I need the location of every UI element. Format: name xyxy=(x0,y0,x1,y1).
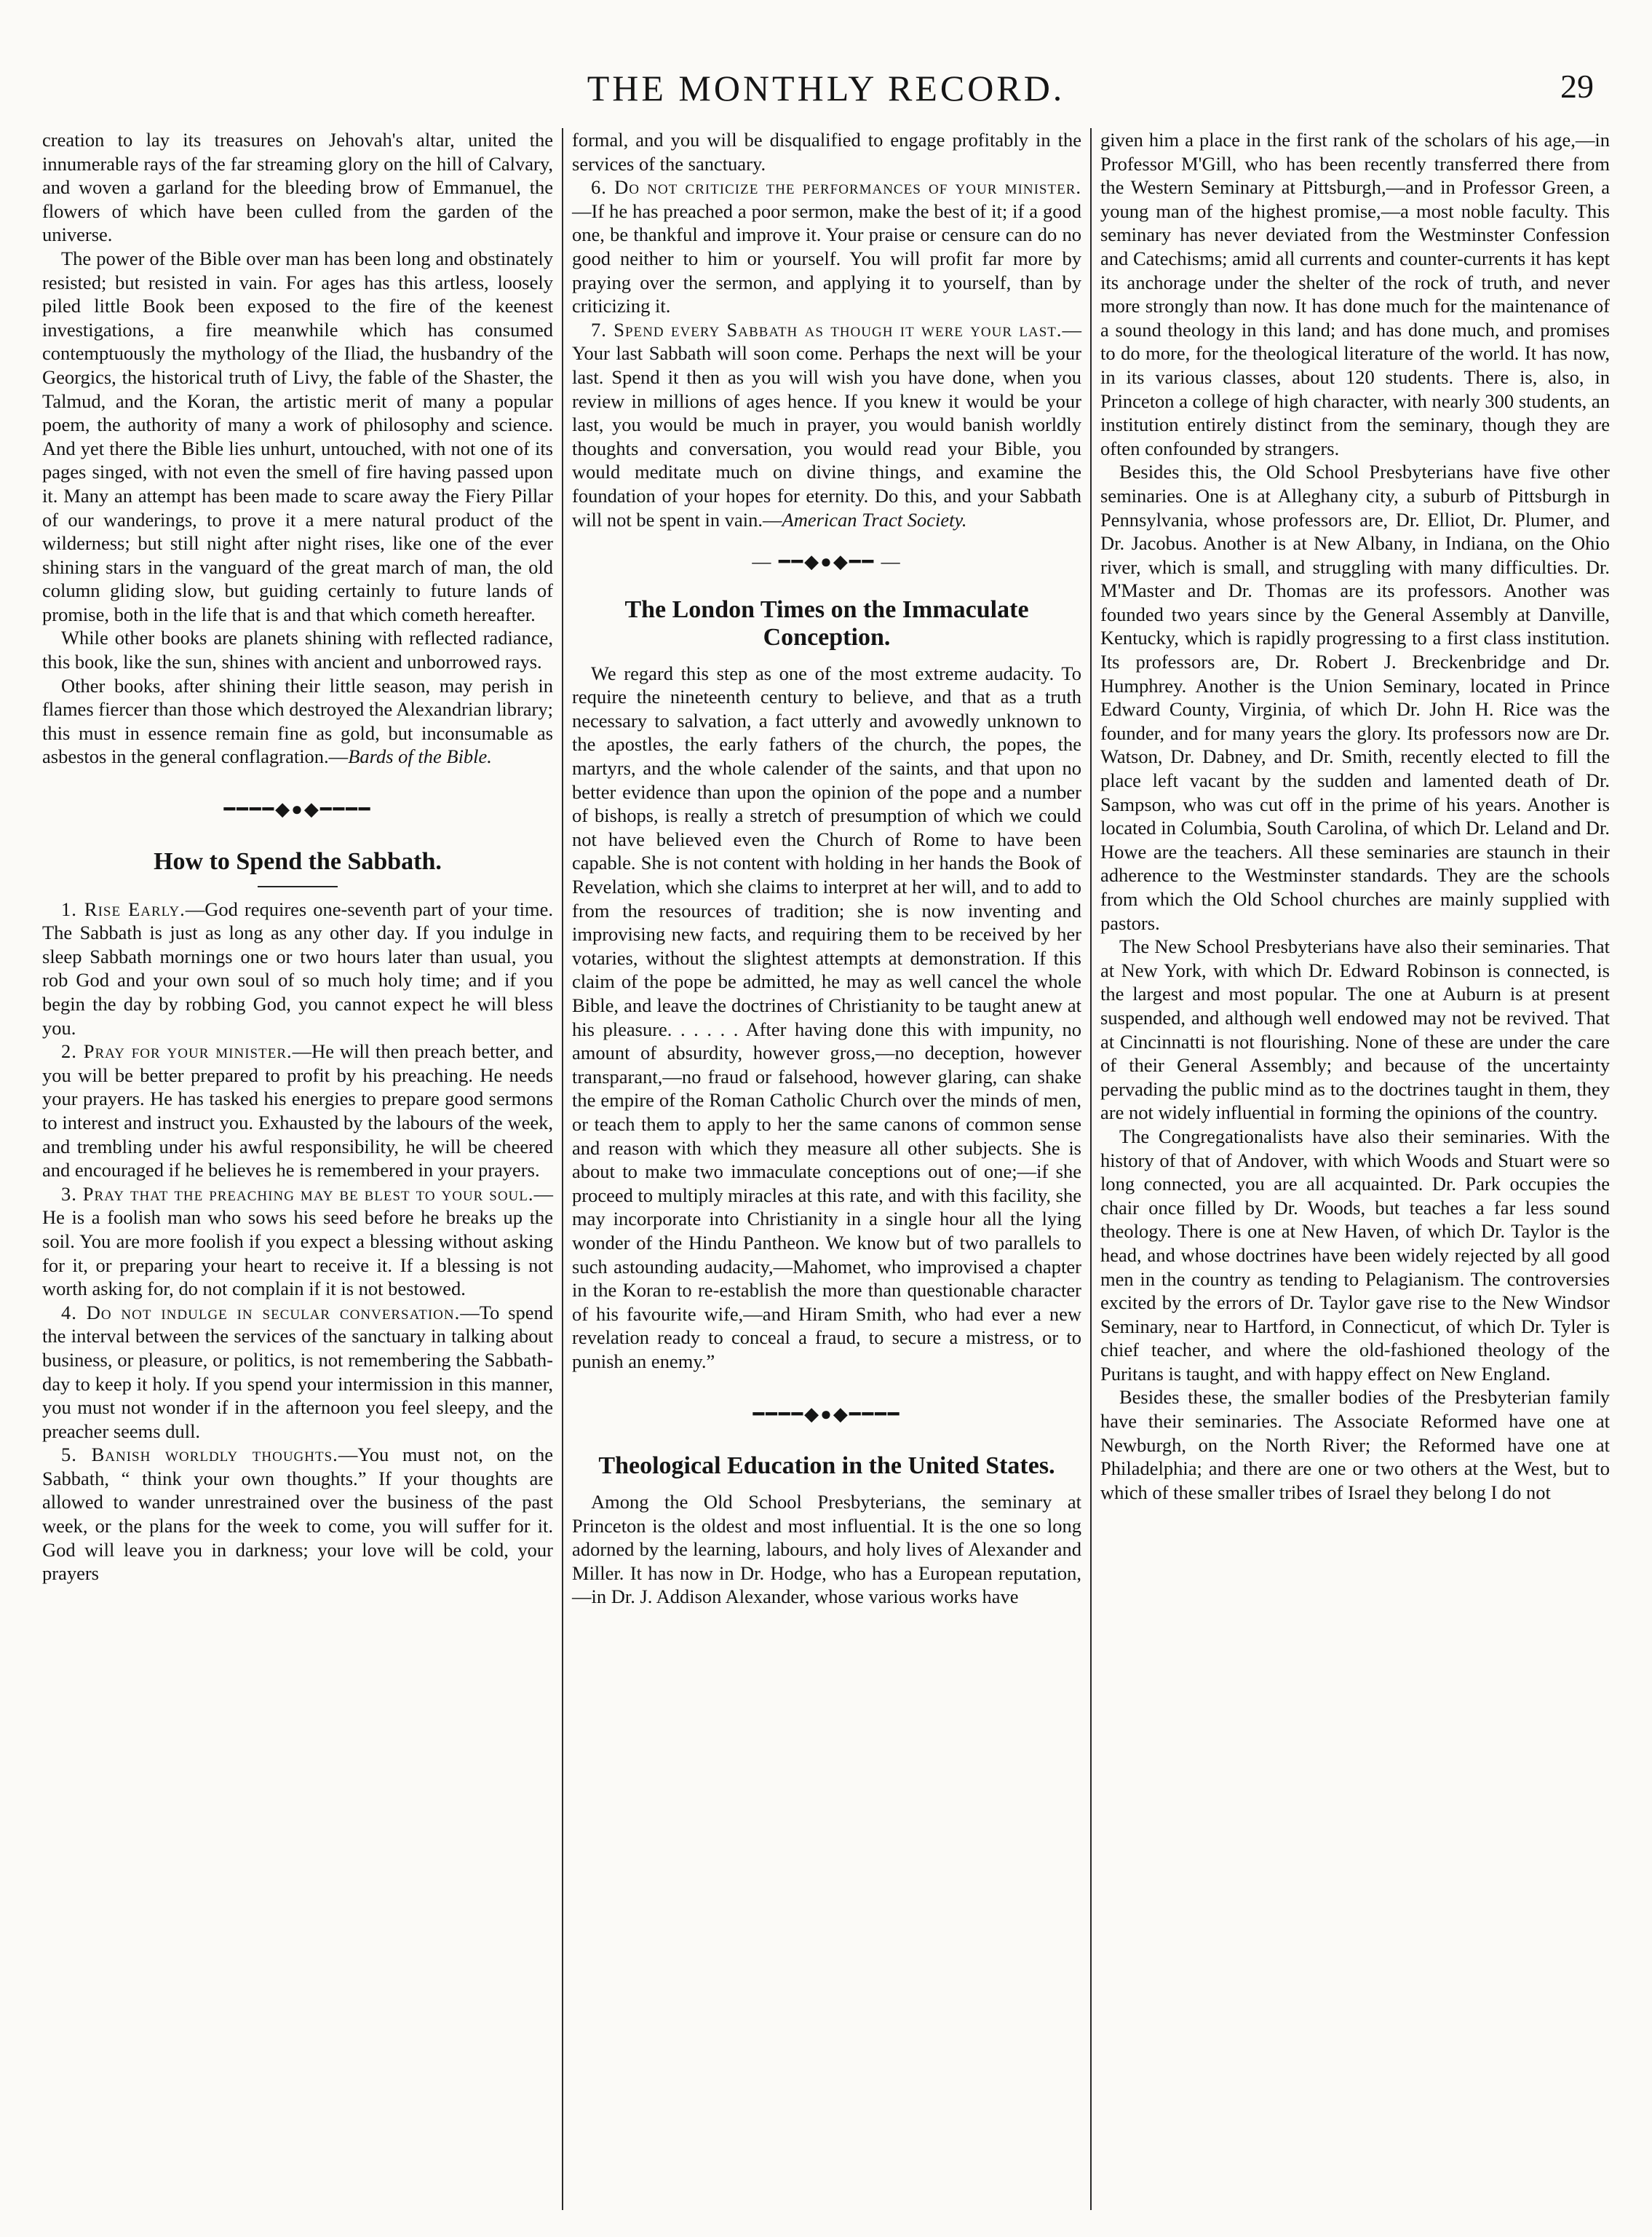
education-article-paragraph: The Congregationalists have also their seminaries. With the history of that of Andover, with which Woods and Stuart were so long connected, you are all acquainted. Dr. Park occupies the chair once filled by Dr. Woods, but teaches a far less sound theology. There is one at New Haven, of which Dr. Taylor is the head, and whose doctrines have been widely rejected by all good men in the country as tending to Pelagianism. The controversies excited by the errors of Dr. Taylor gave rise to the New Windsor Seminary, near to Hartford, in Connecticut, of which Dr. Tyler is chief teacher, and where the old-fashioned theology of the Puritans is taught, and with happy effect on New England. xyxy=(1100,1125,1610,1385)
item-text: —He is a foolish man who sows his seed before he breaks up the soil. You are more foolish if you expect a blessing without asking for it, or preparing your heart to receive it. If a blessing is not worth asking for, do not complain if it is not bestowed. xyxy=(42,1182,553,1300)
education-article-paragraph: The New School Presbyterians have also their seminaries. That at New York, with which Dr. Edward Robinson is connected, is the largest and most popular. The one at Auburn is at present suspended, and although well endowed may not be revived. That at Cincinnatti is not flourishing. None of these are under the care of their General Assembly; and because of the uncertainty pervading the public mind as to the doctrines taught in them, they are not widely influential in forming the opinions of the country. xyxy=(1100,935,1610,1124)
education-article-paragraph: Besides these, the smaller bodies of the Presbyterian family have their seminaries. The Associate Reformed have one at Newburgh, on the North River; the Reformed have one at Philadelphia; and there are one or two others at the West, but to which of these smaller tribes of Israel they belong I do not xyxy=(1100,1386,1610,1503)
article-heading-sabbath: How to Spend the Sabbath. xyxy=(154,847,442,875)
source-credit: American Tract Society. xyxy=(782,508,967,531)
column-3 xyxy=(1090,128,1619,2210)
item-text: —God requires one-seventh part of your time. The Sabbath is just as long as any other day. If you indulge in sleep Sabbath mornings one or two hours later than usual, you rob God and your own soul of so much holy time; and if you begin the day by robbing God, you cannot expect he will bless you. xyxy=(42,898,553,1039)
article-heading-theological-education: Theological Education in the United States. xyxy=(598,1452,1055,1480)
item-text: —To spend the interval between the services of the sanctuary in talking about business, or pleasure, or politics, is not remembering the Sabbath-day to keep it holy. If you spend your intermission in this manner, you must not wonder if in the afternoon you feel sleepy, and the preacher seems dull. xyxy=(42,1301,553,1442)
item-lead: 7. Spend every Sabbath as though it were your last. xyxy=(591,318,1063,341)
item-lead: 5. Banish worldly thoughts. xyxy=(61,1444,338,1466)
bible-article-paragraph: While other books are planets shining with reflected radiance, this book, like the sun, shines with ancient and unborrowed rays. xyxy=(42,627,553,673)
heading-rule xyxy=(258,886,338,887)
bible-article-text: Other books, after shining their little season, may perish in flames fiercer than those which destroyed the Alexandrian library; this must in essence remain fine as gold, but inconsumable as asbestos in the general conflagration.— xyxy=(42,674,553,768)
sabbath-continuation: formal, and you will be disqualified to engage profitably in the services of the sanctuary. xyxy=(572,129,1081,175)
times-article-paragraph: We regard this step as one of the most extreme audacity. To require the nineteenth century to believe, and that as a truth necessary to salvation, a fact utterly and avowedly unknown to the apostles, the early fathers of the church, the popes, the martyrs, and the whole calender of the saints, and that upon no better evidence than upon the opinion of the pope and a number of bishops, is really a stretch of presumption of which we could not have believed even the Church of Rome to have been capable. She is not content with holding in her hands the Book of Revelation, which she claims to interpret at her will, and to add to from the resources of tradition; she is now inventing and improvising new facts, and requiring them to be received by her votaries, without the slightest attempts at demonstration. If this claim of the pope be admitted, he may as well cancel the whole Bible, and leave the doctrines of Christianity to be taught anew at his pleasure. . . . . . After having done this with impunity, no amount of absurdity, however gross,—no deception, however transparant,—no fraud or falsehood, however glaring, can shake the empire of the Roman Catholic Church over the minds of men, or teach them to apply to her the same canons of common sense and reason with which they measure all other subjects. She is about to make two immaculate conceptions out of one;—if she proceed to multiply miracles at this rate, and with this facility, she may incorporate into Christianity in a single hour all the lying wonder of the Hindu Pantheon. We know but of two parallels to such astounding audacity,—Mahomet, who improvised a chapter in the Koran to re-establish the more than questionable character of his favourite wife,—and Hiram Smith, who had ever a new revelation ready to conceal a fraud, to secure a mistress, or to punish an enemy.” xyxy=(572,662,1081,1372)
bible-article-paragraph: The power of the Bible over man has been long and obstinately resisted; but resisted in vain. For ages has this artless, loosely piled little Book been exposed to the fire of the keenest investigations, a fire meanwhile which has consumed contemptuously the mythology of the Iliad, the husbandry of the Georgics, the historical truth of Livy, the fable of the Shaster, the Talmud, and the Koran, the artistic merit of many a popular poem, the authority of many a work of philosophy and science. And yet there the Bible lies unhurt, untouched, with not one of its pages singed, with not even the smell of fire having passed upon it. Many an attempt has been made to scare away the Fiery Pillar of our wanderings, to prove it a mere natural product of the wilderness; but still night after night rises, like one of the ever shining stars in the vanguard of the great march of man, the old column gliding slow, but guiding certainly to future lands of promise, both in the life that is and that which cometh hereafter. xyxy=(42,247,553,625)
sabbath-item-6 xyxy=(572,175,1081,318)
education-article-paragraph: Besides this, the Old School Presbyterians have five other seminaries. One is at Alleghany city, a suburb of Pittsburgh in Pennsylvania, whose professors are, Dr. Elliot, Dr. Plumer, and Dr. Jacobus. Another is at New Albany, in Indiana, on the Ohio river, which is small, and struggling with many difficulties. Dr. M'Master and Dr. Thomas are its professors. Another was founded two years since by the General Assembly at Danville, Kentucky, which is rapidly progressing to a first class institution. Its professors are, Dr. Robert J. Breckenbridge and Dr. Humphrey. Another is the Union Seminary, located in Prince Edward County, Virginia, of which Dr. John H. Rice was the founder, and for many years the glory. Its professors now are Dr. Watson, Dr. Dabney, and Dr. Smith, recently elected to fill the place left vacant by the sudden and lamented death of Dr. Sampson, who was cut off in the prime of his years. Another is located in Columbia, South Carolina, of which Dr. Leland and Dr. Howe are the teachers. All these seminaries are staunch in their adherence to the Westminster standards. They are the schools from which the Old School churches are mainly supplied with pastors. xyxy=(1100,461,1610,934)
column-1 xyxy=(33,128,562,2210)
source-credit: Bards of the Bible. xyxy=(348,745,492,768)
item-lead: 1. Rise Early. xyxy=(61,898,186,920)
education-article-paragraph: given him a place in the first rank of the scholars of his age,—in Professor M'Gill, who has been recently transferred there from the Western Seminary at Pittsburgh,—and in Professor Green, a young man of the highest promise,—a most noble faculty. This seminary has never deviated from the Westminster Confession and Catechisms; amid all currents and counter-currents it has kept its anchorage under the shelter of the rock of truth, and never more strongly than now. It has done much for the maintenance of a sound theology in this land; and has done much, and promises to do more, for the theological literature of the world. It has now, in its various classes, about 120 students. There is, also, in Princeton a college of high character, with nearly 300 students, an institution entirely distinct from the seminary, though they are often confounded by strangers. xyxy=(1100,129,1610,459)
bible-article-paragraph xyxy=(42,674,553,769)
running-title: THE MONTHLY RECORD. xyxy=(587,68,1065,108)
item-text: —Your last Sabbath will soon come. Perhaps the next will be your last. Spend it then as you will wish you have done, when you review in millions of ages hence. If you knew it would be your last, you would be much in prayer, you would banish worldly thoughts and conversation, you would read your Bible, you would meditate much on divine things, and examine the foundation of your hopes for eternity. Do this, and your Sabbath will not be spent in vain.— xyxy=(572,318,1081,531)
sabbath-item-3 xyxy=(42,1182,553,1301)
item-lead: 6. Do not criticize the performances of your minister. xyxy=(591,176,1081,199)
education-article-paragraph: Among the Old School Presbyterians, the seminary at Princeton is the oldest and most influential. It is the one so long adorned by the learning, labours, and holy lives of Alexander and Miller. It has now in Dr. Hodge, who has a European reputation,—in Dr. J. Addison Alexander, whose various works have xyxy=(572,1491,1081,1608)
sabbath-item-2 xyxy=(42,1040,553,1182)
page-number: 29 xyxy=(1560,68,1594,105)
item-text: —He will then preach better, and you will be better prepared to profit by his preaching. He needs your prayers. He has tasked his energies to prepare good sermons to interest and instruct you. Exhausted by the labours of the week, and trembling under his awful responsibility, he will be cheered and encouraged if he believes he is remembered in your prayers. xyxy=(42,1040,553,1181)
article-heading-immaculate-conception: The London Times on the Immaculate Conception. xyxy=(624,595,1029,651)
ornament-divider: ━━━━◆●◆━━━━ xyxy=(752,1403,901,1425)
sabbath-item-4 xyxy=(42,1301,553,1444)
item-text: —If he has preached a poor sermon, make the best of it; if a good one, be thankful and improve it. Your praise or censure can do no good neither to him or yourself. You will profit far more by praying over the sermon, and applying it to yourself, than by criticizing it. xyxy=(572,199,1081,317)
sabbath-item-5 xyxy=(42,1443,553,1585)
sabbath-item-7 xyxy=(572,318,1081,531)
sabbath-item-1 xyxy=(42,898,553,1040)
bible-article-paragraph: creation to lay its treasures on Jehovah's altar, united the innumerable rays of the far streaming glory on the hill of Calvary, and woven a garland for the bleeding brow of Emmanuel, the flowers of which have been culled from the garden of the universe. xyxy=(42,129,553,246)
item-text: —You must not, on the Sabbath, “ think your own thoughts.” If your thoughts are allowed to wander unrestrained over the business of the past week, or the plans for the week to come, you will suffer for it. God will leave you in darkness; your love will be cold, your prayers xyxy=(42,1444,554,1585)
article-columns xyxy=(33,128,1619,2210)
item-lead: 2. Pray for your minister. xyxy=(61,1040,293,1063)
item-lead: 3. Pray that the preaching may be blest to your soul. xyxy=(61,1182,534,1205)
item-lead: 4. Do not indulge in secular conversation. xyxy=(61,1301,461,1323)
column-2 xyxy=(562,128,1090,2210)
ornament-divider: ━━━━◆●◆━━━━ xyxy=(223,799,372,820)
running-head xyxy=(36,67,1616,118)
ornament-divider: — ━━◆●◆━━ — xyxy=(752,551,902,573)
